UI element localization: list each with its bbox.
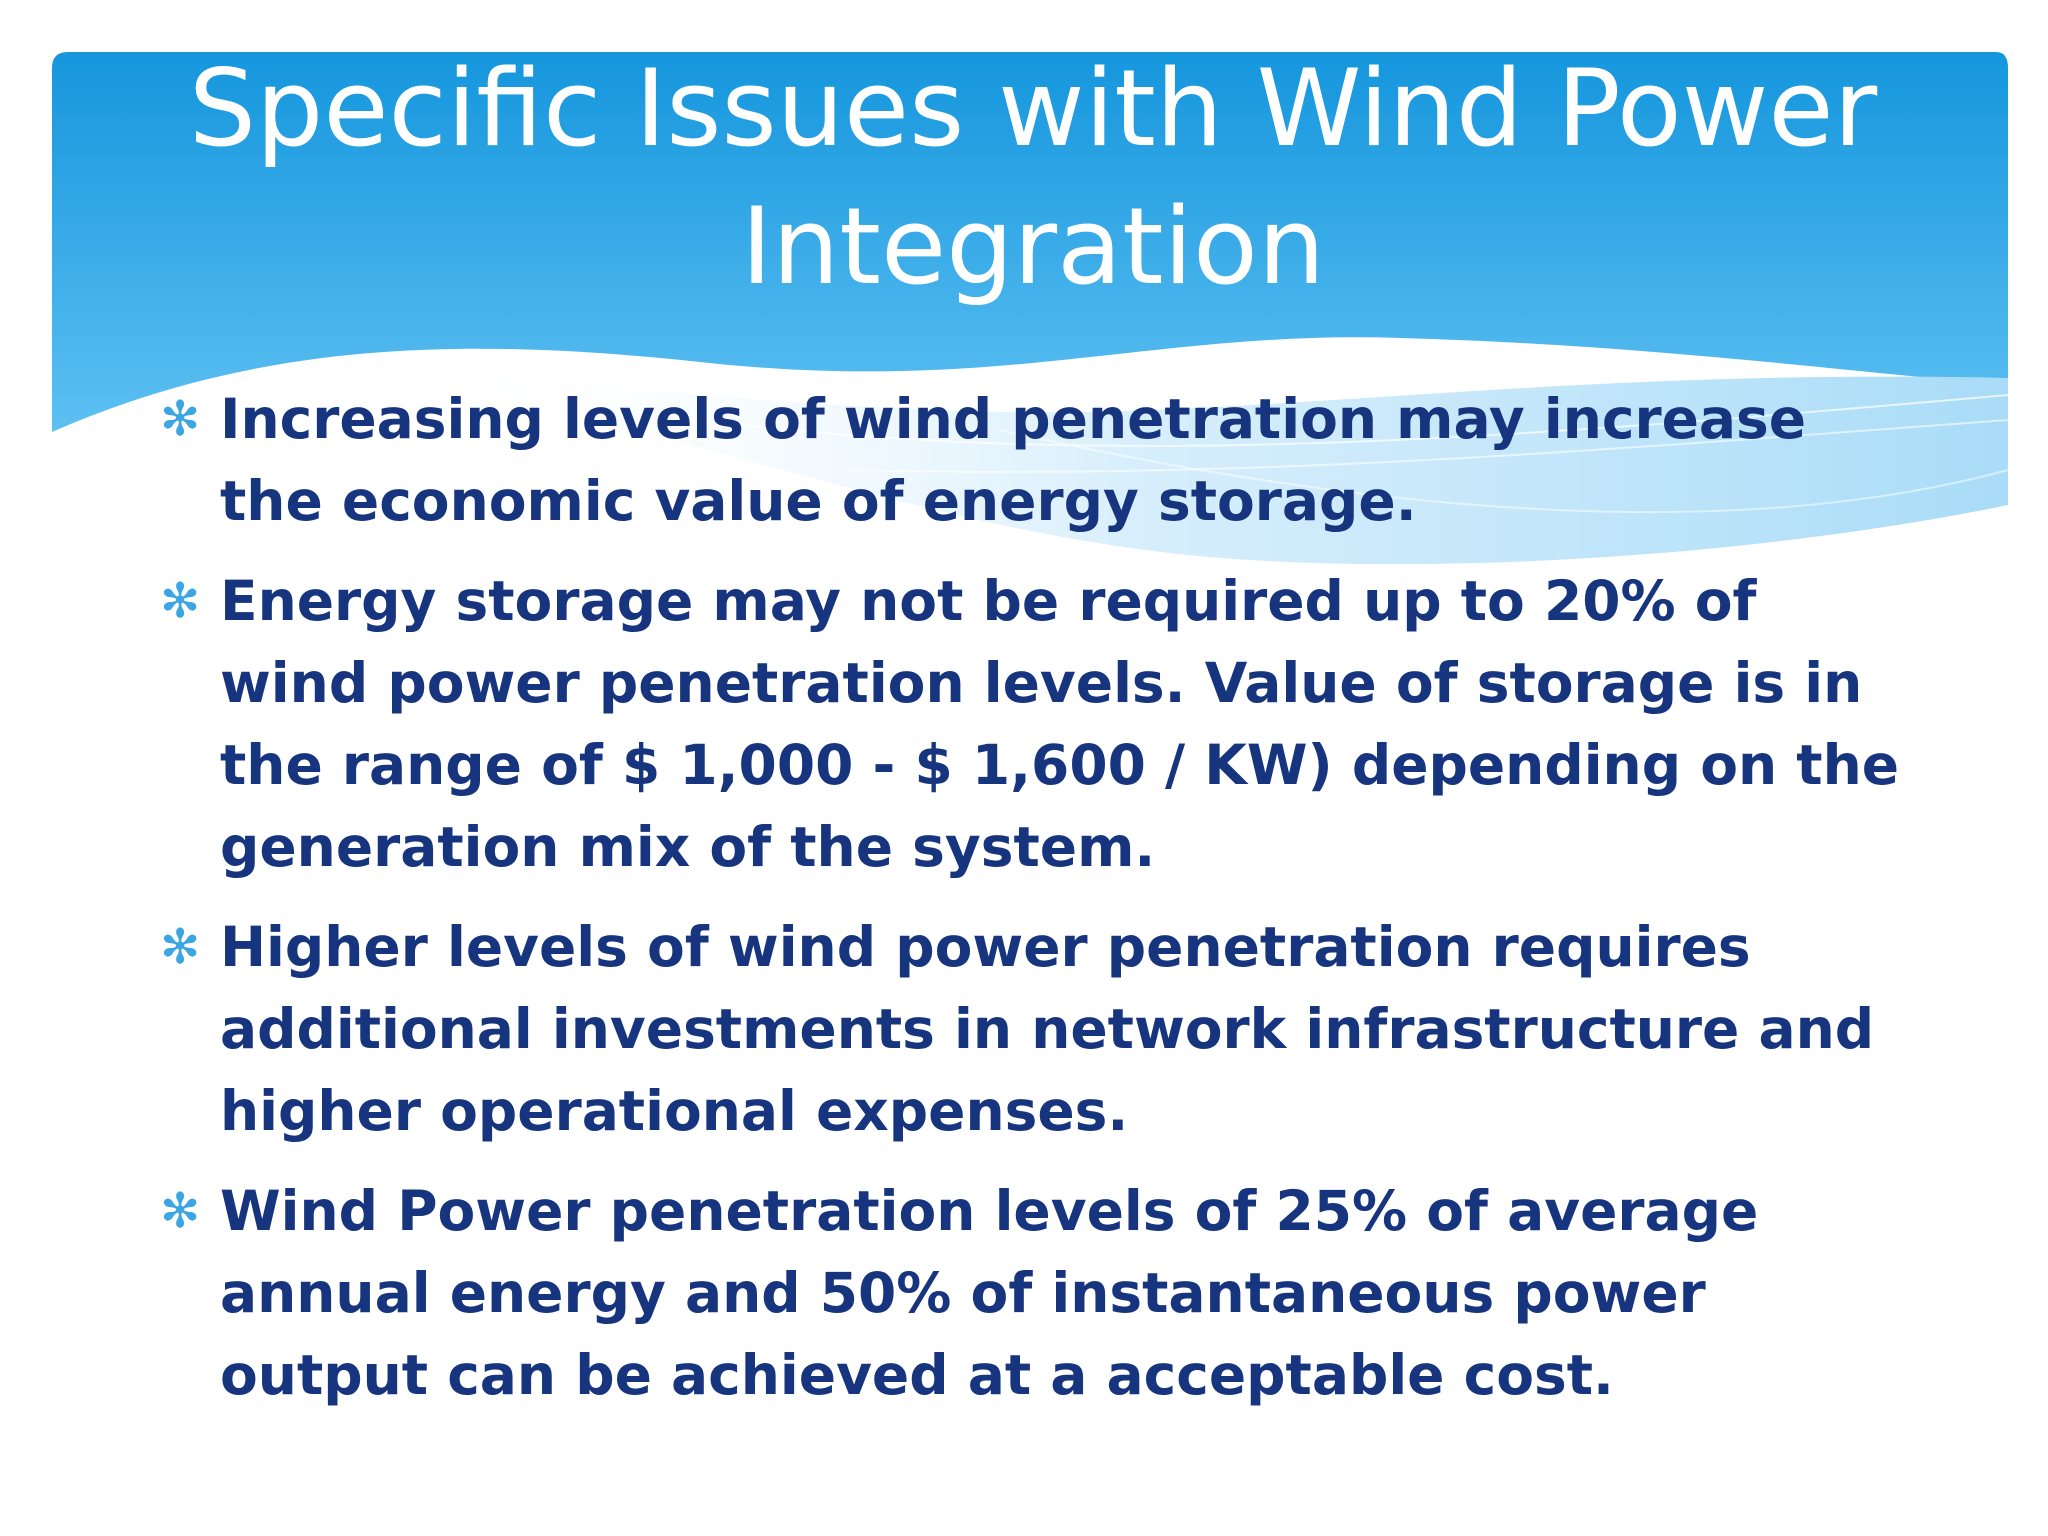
bullet-list [160,378,1900,1434]
bullet-item [160,378,1900,542]
bullet-item [160,1170,1900,1416]
bullet-text: Wind Power penetration levels of 25% of average annual energy and 50% of instantaneous power output can be achieved at a acceptable cost. [220,1179,1759,1407]
asterisk-bullet-icon: ✻ [160,391,201,447]
bullet-text: Higher levels of wind power penetration requires additional investments in network infrastructure and higher operational expenses. [220,915,1875,1143]
bullet-item [160,906,1900,1152]
slide-title: Specific Issues with Wind Power Integration [188,47,1878,308]
asterisk-bullet-icon: ✻ [160,1183,201,1239]
asterisk-bullet-icon: ✻ [160,573,201,629]
asterisk-bullet-icon: ✻ [160,919,201,975]
bullet-item [160,560,1900,888]
bullet-text: Energy storage may not be required up to 20% of wind power penetration levels. Value of storage is in the range of $ 1,000 - $ 1,600 / KW) depending on the generation mix of the system. [220,569,1900,879]
bullet-text: Increasing levels of wind penetration may increase the economic value of energy storage. [220,387,1807,533]
